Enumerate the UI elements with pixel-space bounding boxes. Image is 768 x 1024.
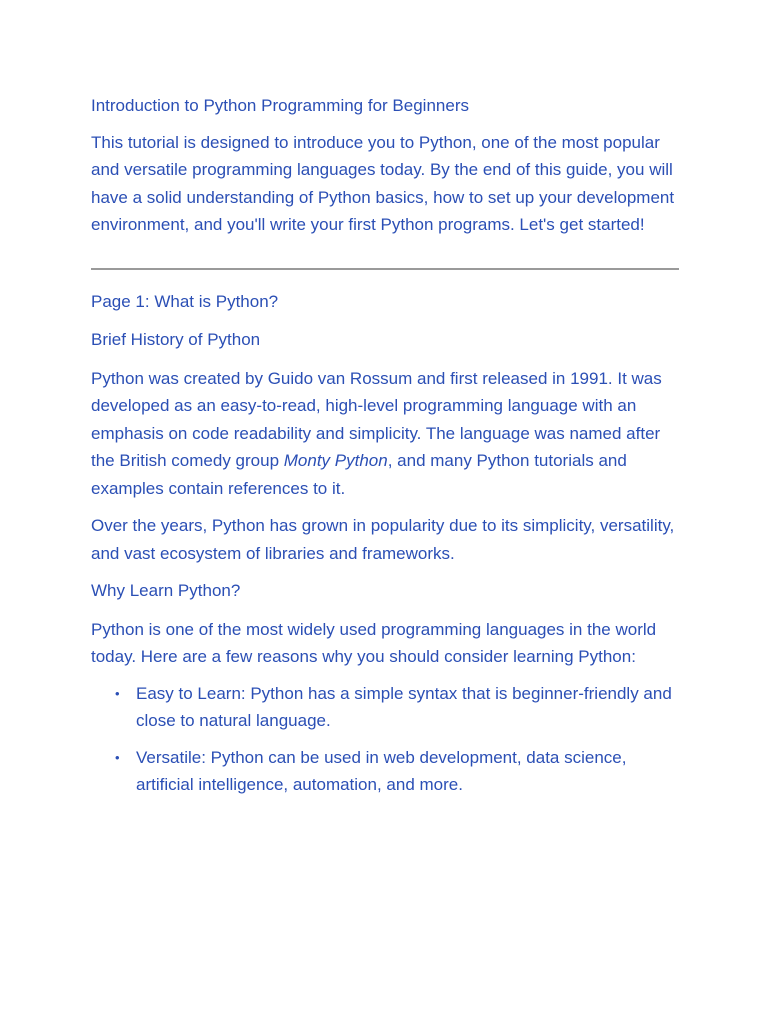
page-heading: Page 1: What is Python? [91,291,279,311]
bullet-icon: • [115,749,120,765]
document-title: Introduction to Python Programming for Beginners [91,96,469,115]
intro-paragraph: This tutorial is designed to introduce you to Python, one of the most popular and versatile programming languages today. By the end of this guide, you will have a solid understanding of Python basics, how to set up your development environment, and you'll write your first Python programs. Let's get started! [91,132,675,234]
horizontal-divider [91,268,679,270]
reasons-list [91,680,681,799]
history-paragraph [91,365,681,503]
list-item-text: Easy to Learn: Python has a simple syntax that is beginner-friendly and close to natural language. [136,683,672,730]
section-heading-history: Brief History of Python [91,330,261,349]
bullet-icon: • [115,685,120,701]
list-item [91,680,681,735]
document-body [91,92,681,799]
popularity-paragraph: Over the years, Python has grown in popularity due to its simplicity, versatility, and vast ecosystem of libraries and frameworks. [91,516,675,563]
history-text-before: Python was created by Guido van Rossum and first released in 1991. It was developed as an easy-to-read, high-level programming language with an emphasis on code readability and simplicity. The language was named after the British comedy group [91,368,662,470]
why-learn-paragraph: Python is one of the most widely used programming languages in the world today. Here are a few reasons why you should consider learning Python: [91,619,657,666]
list-item-text: Versatile: Python can be used in web development, data science, artificial intelligence, automation, and more. [136,747,627,794]
history-text-after: , and many Python tutorials and examples contain references to it. [91,451,627,498]
section-heading-why-learn: Why Learn Python? [91,581,241,600]
list-item [91,744,681,799]
monty-python-italic: Monty Python [283,451,388,470]
